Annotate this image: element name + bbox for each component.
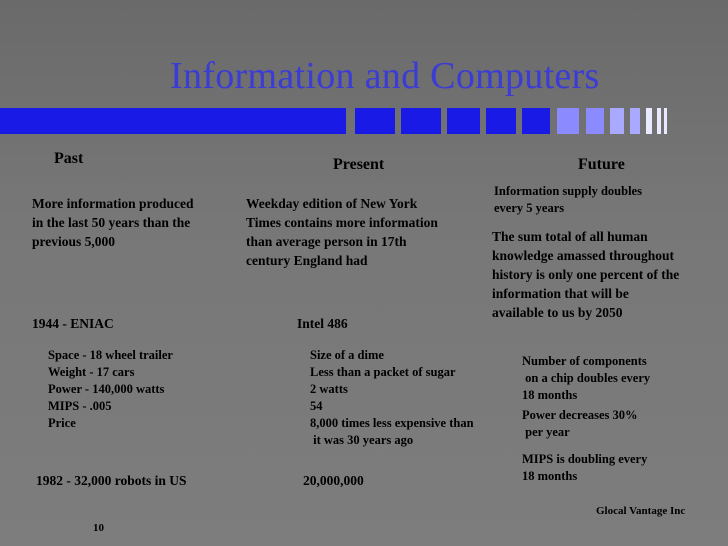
bar-block xyxy=(657,108,661,134)
present-robots: 20,000,000 xyxy=(303,473,364,488)
bar-block xyxy=(646,108,652,134)
text-line: per year xyxy=(522,425,570,439)
bar-block xyxy=(586,108,604,134)
spec-line: Space - 18 wheel trailer xyxy=(48,348,173,362)
bar-block xyxy=(630,108,640,134)
bar-block xyxy=(355,108,395,134)
future-power xyxy=(522,407,637,441)
text-line: century England had xyxy=(246,253,368,268)
present-computer: Intel 486 xyxy=(297,316,348,331)
future-mips xyxy=(522,451,647,485)
bar-block xyxy=(401,108,441,134)
text-line: 18 months xyxy=(522,388,578,402)
text-line: Times contains more information xyxy=(246,215,438,230)
text-line: every 5 years xyxy=(494,201,565,215)
text-line: information that will be xyxy=(492,286,629,301)
text-line: than average person in 17th xyxy=(246,234,407,249)
text-line: Power decreases 30% xyxy=(522,408,638,422)
text-line: knowledge amassed throughout xyxy=(492,248,675,263)
text-line: on a chip doubles every xyxy=(522,371,651,385)
future-knowledge xyxy=(492,227,679,322)
past-robots: 1982 - 32,000 robots in US xyxy=(36,473,187,488)
heading-future: Future xyxy=(578,156,625,173)
footer-company: Glocal Vantage Inc xyxy=(596,505,686,517)
spec-line: 8,000 times less expensive than xyxy=(310,416,474,430)
bar-block xyxy=(447,108,480,134)
present-specs xyxy=(310,347,474,449)
text-line: available to us by 2050 xyxy=(492,305,623,320)
spec-line: Power - 140,000 watts xyxy=(48,382,165,396)
text-line: in the last 50 years than the xyxy=(32,215,191,230)
text-line: Information supply doubles xyxy=(494,184,642,198)
present-fact xyxy=(246,194,438,270)
page-number: 10 xyxy=(93,522,104,534)
past-specs xyxy=(48,347,173,432)
text-line: 18 months xyxy=(522,469,578,483)
text-line: previous 5,000 xyxy=(32,234,116,249)
text-line: More information produced xyxy=(32,196,194,211)
heading-present: Present xyxy=(333,156,385,173)
past-computer: 1944 - ENIAC xyxy=(32,316,114,331)
spec-line: Size of a dime xyxy=(310,348,384,362)
slide-title: Information and Computers xyxy=(170,55,600,97)
bar-main-segment xyxy=(0,108,346,134)
spec-line: MIPS - .005 xyxy=(48,399,112,413)
bar-block xyxy=(486,108,516,134)
text-line: MIPS is doubling every xyxy=(522,452,648,466)
text-line: The sum total of all human xyxy=(492,229,648,244)
past-fact xyxy=(32,194,194,251)
bar-block xyxy=(522,108,550,134)
text-line: Weekday edition of New York xyxy=(246,196,418,211)
text-line: history is only one percent of the xyxy=(492,267,680,282)
spec-line: Weight - 17 cars xyxy=(48,365,135,379)
bar-block xyxy=(557,108,579,134)
future-supply xyxy=(494,183,642,217)
spec-line: 2 watts xyxy=(310,382,348,396)
text-line: Number of components xyxy=(522,354,647,368)
bar-block xyxy=(610,108,624,134)
spec-line: it was 30 years ago xyxy=(310,433,414,447)
spec-line: Price xyxy=(48,416,76,430)
future-components xyxy=(522,353,650,404)
title-decoration-bar xyxy=(0,108,728,134)
heading-past: Past xyxy=(54,150,84,167)
spec-line: 54 xyxy=(310,399,323,413)
spec-line: Less than a packet of sugar xyxy=(310,365,456,379)
bar-block xyxy=(664,108,667,134)
